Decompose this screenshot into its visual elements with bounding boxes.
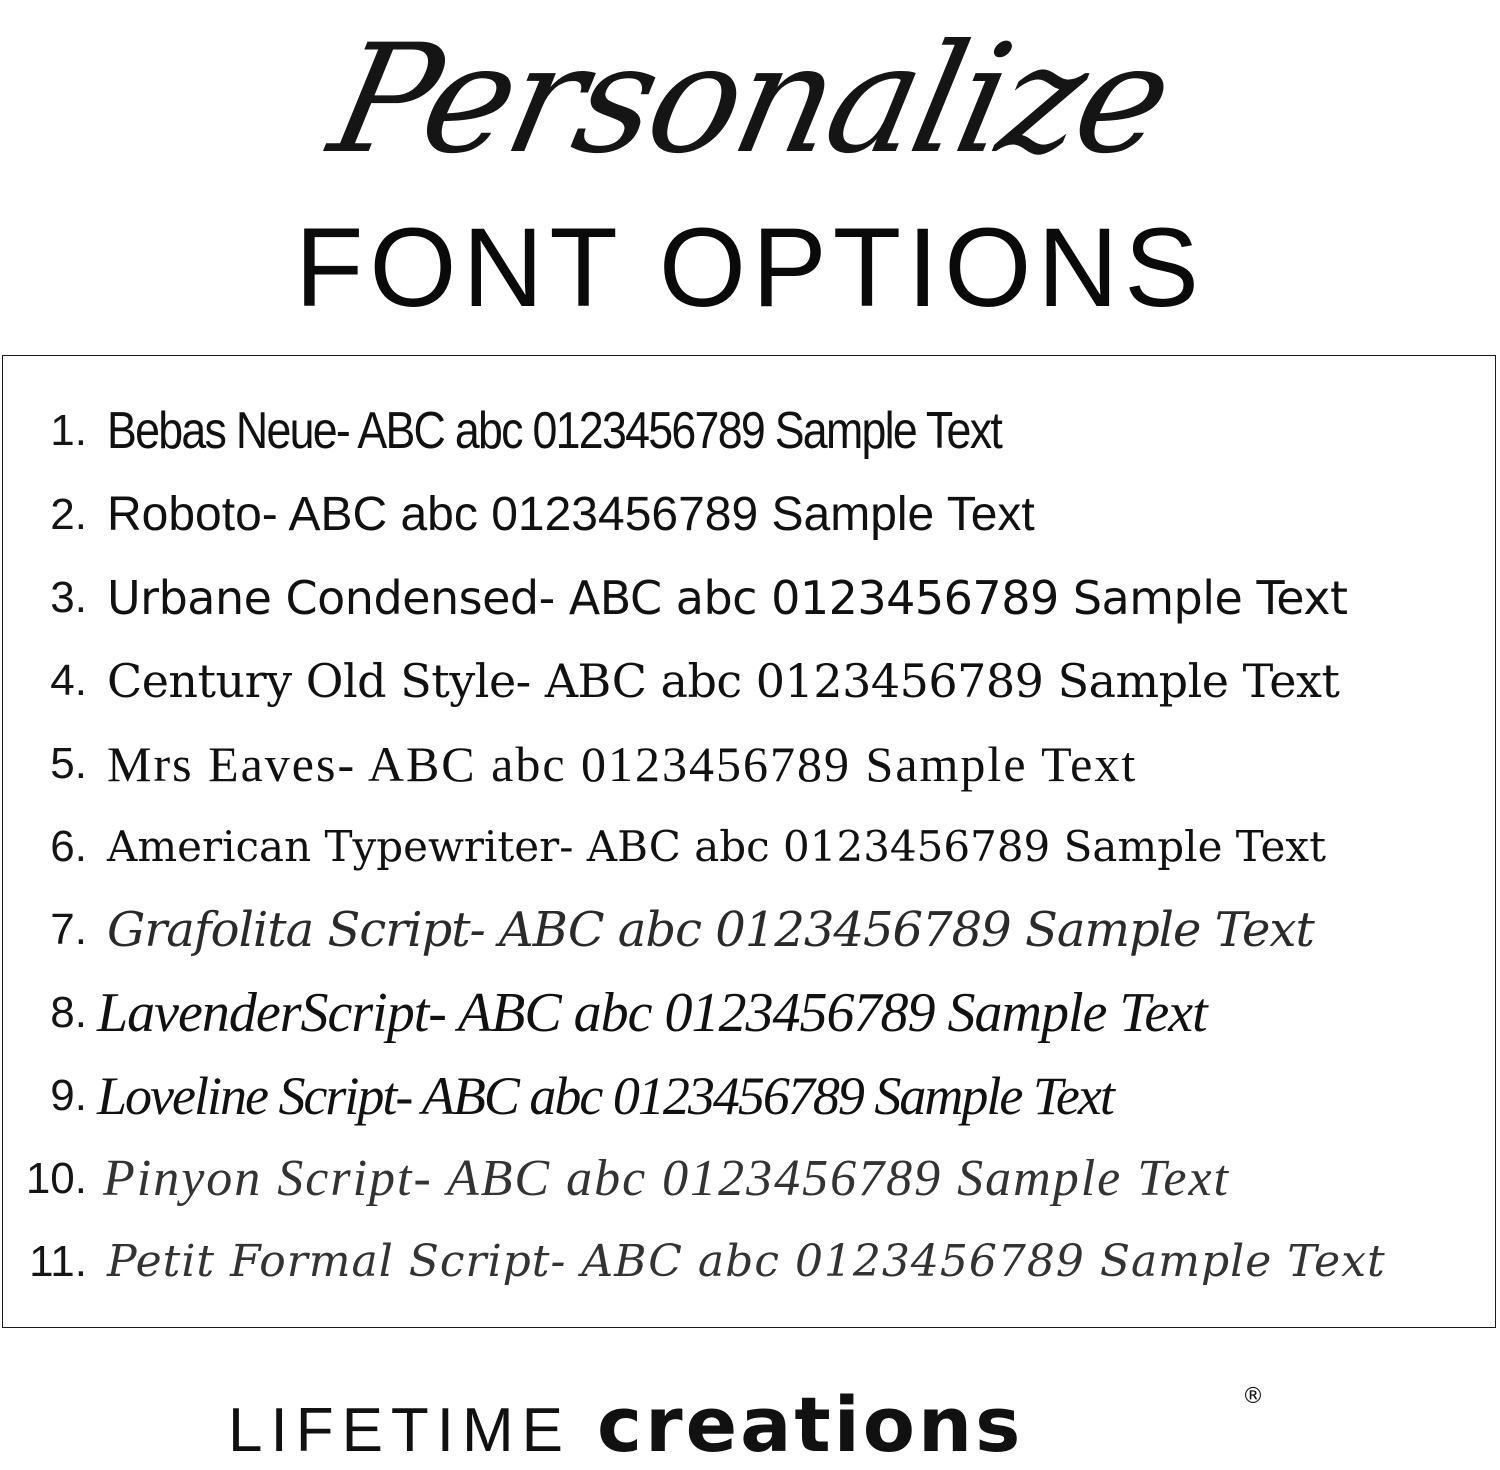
font-option-number: 9.	[50, 1071, 87, 1120]
font-option-3	[3, 557, 1493, 639]
font-option-9	[3, 1055, 1493, 1137]
font-option-8	[3, 972, 1493, 1054]
font-option-number: 1.	[50, 406, 87, 455]
font-options-box	[2, 355, 1496, 1328]
font-option-number: 8.	[50, 988, 87, 1037]
brand-name-bold: creations	[597, 1380, 1024, 1469]
font-option-number: 7.	[50, 905, 87, 954]
font-option-number: 3.	[50, 573, 87, 622]
font-option-number: 6.	[50, 822, 87, 871]
font-option-number: 10.	[25, 1154, 87, 1203]
font-option-5	[3, 723, 1493, 805]
font-option-number: 4.	[50, 656, 87, 705]
page-title: FONT OPTIONS	[295, 205, 1205, 330]
font-option-4	[3, 640, 1493, 722]
font-option-sample: Mrs Eaves- ABC abc 0123456789 Sample Text	[107, 736, 1138, 792]
font-option-sample: Loveline Script- ABC abc 0123456789 Sample Text	[97, 1066, 1113, 1126]
font-option-6	[3, 806, 1493, 888]
font-option-sample: Pinyon Script- ABC abc 0123456789 Sample Text	[103, 1150, 1231, 1207]
font-option-number: 2.	[50, 490, 87, 539]
script-title	[0, 0, 1500, 210]
font-option-sample: Grafolita Script- ABC abc 0123456789 Sample Text	[107, 902, 1314, 958]
font-option-sample: Bebas Neue- ABC abc 0123456789 Sample Text	[107, 402, 1002, 460]
font-option-sample: LavenderScript- ABC abc 0123456789 Sample Text	[97, 982, 1207, 1044]
font-option-number: 11.	[29, 1237, 87, 1286]
font-option-sample: Petit Formal Script- ABC abc 0123456789 Sample Text	[107, 1236, 1386, 1287]
font-option-number: 5.	[50, 739, 87, 788]
brand-logo	[0, 1380, 1500, 1470]
registered-mark-icon: ®	[1242, 1384, 1264, 1409]
font-option-10	[3, 1138, 1493, 1220]
brand-name-light: LIFETIME	[228, 1396, 572, 1465]
font-option-2	[3, 474, 1493, 556]
font-option-sample: Roboto- ABC abc 0123456789 Sample Text	[107, 488, 1035, 541]
font-option-sample: American Typewriter- ABC abc 0123456789 Sample Text	[107, 822, 1326, 871]
font-option-1	[3, 390, 1493, 472]
script-title-text: Personalize	[317, 13, 1183, 187]
font-option-11	[3, 1221, 1493, 1303]
font-option-sample: Century Old Style- ABC abc 0123456789 Sample Text	[107, 654, 1340, 708]
font-option-7	[3, 889, 1493, 971]
font-option-sample: Urbane Condensed- ABC abc 0123456789 Sample Text	[107, 571, 1348, 625]
